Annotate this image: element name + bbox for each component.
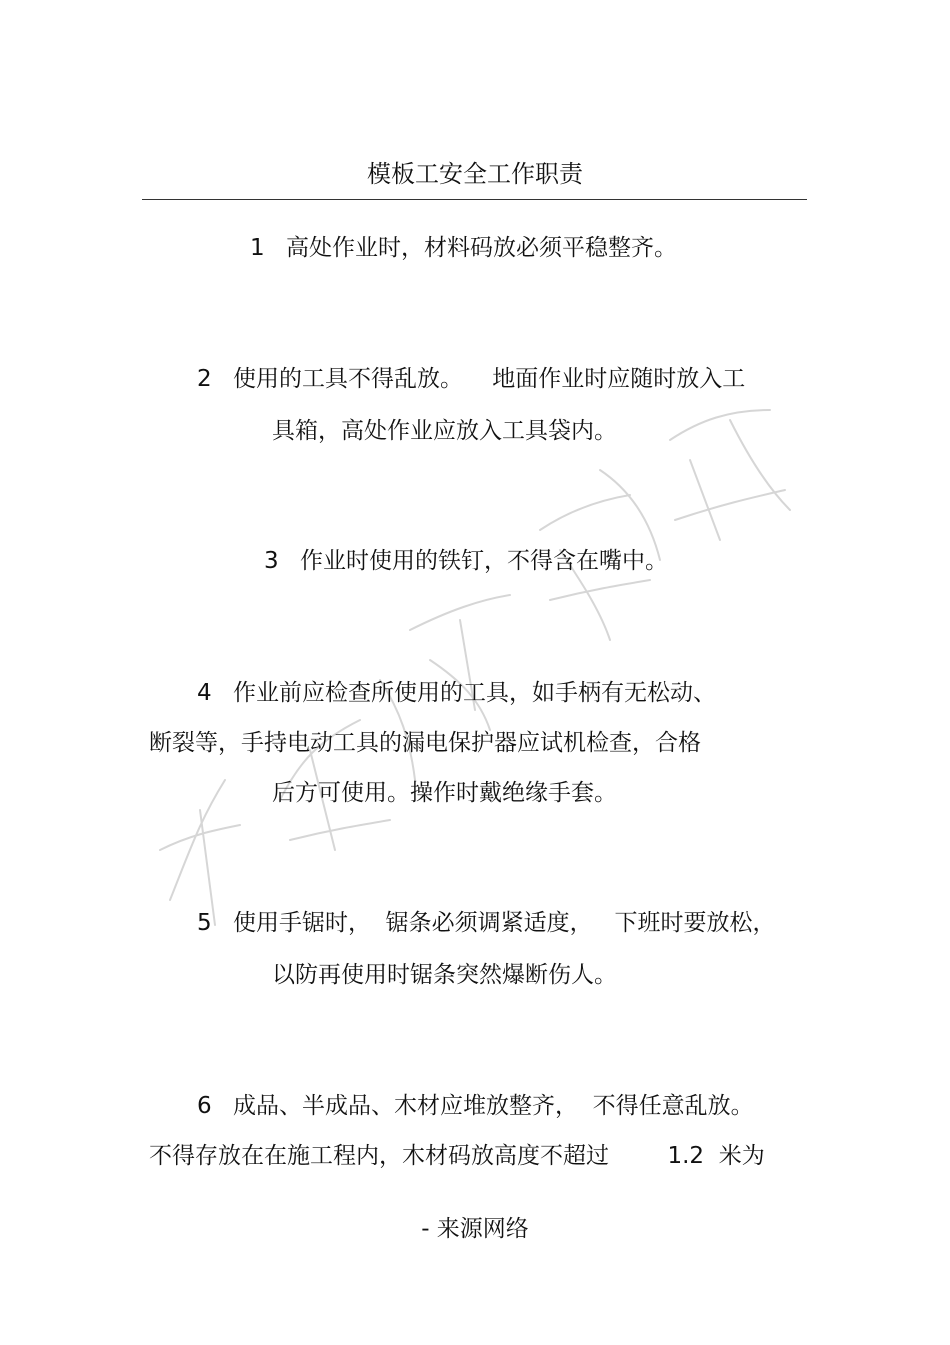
- item-5-line-1: [197, 907, 776, 939]
- item-text: 成品、半成品、木材应堆放整齐， 不得任意乱放。: [233, 1093, 754, 1119]
- item-number: 5: [197, 910, 212, 936]
- item-4-line-2: 断裂等，手持电动工具的漏电保护器应试机检查，合格: [149, 730, 701, 756]
- item-6-line-2: 不得存放在在施工程内，木材码放高度不超过 1.2 米为: [149, 1143, 765, 1169]
- item-number: 1: [250, 235, 265, 261]
- item-1-line-1: [250, 232, 677, 264]
- item-text: 使用手锯时， 锯条必须调紧适度， 下班时要放松，: [233, 910, 776, 936]
- item-6-line-1: [197, 1090, 754, 1122]
- item-text: 作业时使用的铁钉，不得含在嘴中。: [300, 548, 668, 574]
- item-2-line-2: 具箱，高处作业应放入工具袋内。: [272, 418, 617, 444]
- item-text: 高处作业时，材料码放必须平稳整齐。: [286, 235, 677, 261]
- item-text: 使用的工具不得乱放。 地面作业时应随时放入工: [233, 366, 746, 392]
- document-title: 模板工安全工作职责: [367, 160, 583, 188]
- item-3-line-1: [264, 545, 668, 577]
- watermark-graphic: [130, 380, 810, 940]
- item-number: 4: [197, 680, 212, 706]
- item-number: 3: [264, 548, 279, 574]
- item-2-line-1: [197, 363, 745, 395]
- item-4-line-3: 后方可使用。操作时戴绝缘手套。: [272, 780, 617, 806]
- title-underline: [142, 199, 807, 200]
- source-footer: - 来源网络: [421, 1216, 529, 1242]
- item-number: 6: [197, 1093, 212, 1119]
- item-text: 作业前应检查所使用的工具，如手柄有无松动、: [233, 680, 716, 706]
- item-4-line-1: [197, 677, 716, 709]
- item-number: 2: [197, 366, 212, 392]
- item-5-line-2: 以防再使用时锯条突然爆断伤人。: [272, 962, 617, 988]
